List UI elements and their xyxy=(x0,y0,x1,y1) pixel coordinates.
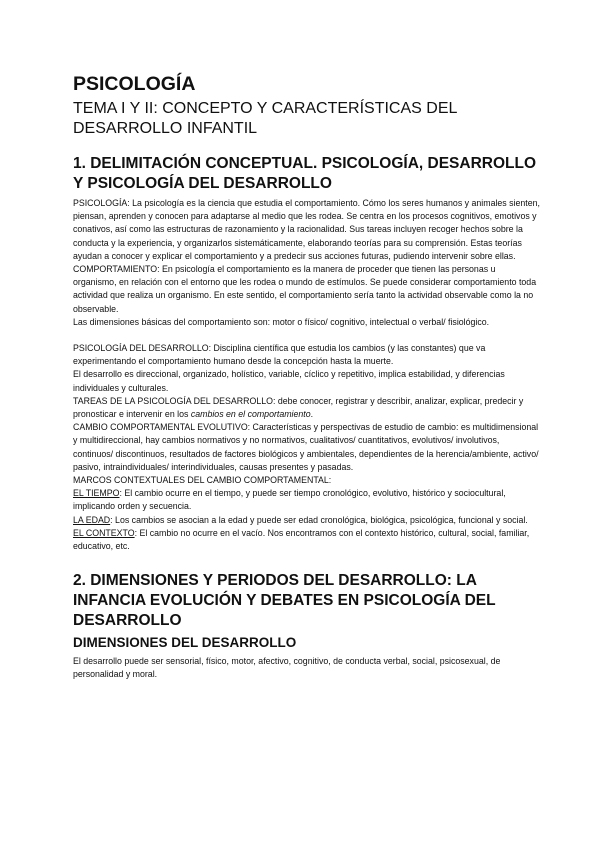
edad-label: LA EDAD xyxy=(73,514,111,525)
section-2-heading: 2. DIMENSIONES Y PERIODOS DEL DESARROLLO: LA INFANCIA EVOLUCIÓN Y DEBATES EN PSICOLOGÍA DEL DESARROLLO xyxy=(73,572,496,630)
paragraph-dimensiones-basicas: Las dimensiones básicas del comportamiento son: motor o físico/ cognitivo, intelectual o verbal/ fisiológico. xyxy=(73,316,490,327)
contexto-text: : El cambio no ocurre en el vacío. Nos encontramos con el contexto histórico, cultural, social, familiar, educativo, etc. xyxy=(73,527,530,552)
tiempo-label: EL TIEMPO xyxy=(73,488,120,499)
section-2-subheading: DIMENSIONES DEL DESARROLLO xyxy=(73,635,297,651)
edad-text: : Los cambios se asocian a la edad y puede ser edad cronológica, biológica, psicológica, funcional y social. xyxy=(110,514,528,525)
document-title: PSICOLOGÍA xyxy=(73,73,196,95)
paragraph-comportamiento: COMPORTAMIENTO: En psicología el comportamiento es la manera de proceder que tienen las personas u organismo, en relación con el entorno que les rodea o mundo de estímulos. Se puede considerar comportamiento toda actividad que realiza un organismo. En este sentido, el comportamiento sería tanto la actividad observable como la no observable. xyxy=(73,264,537,314)
tareas-text: TAREAS DE LA PSICOLOGÍA DEL DESARROLLO: debe conocer, registrar y describir, analizar, explicar, predecir y pronosticar e intervenir en los xyxy=(73,395,524,420)
paragraph-cambio-comportamental: CAMBIO COMPORTAMENTAL EVOLUTIVO: Características y perspectivas de estudio de cambio: es multidimensional y multidireccional, hay cambios normativos y no normativos, cualitativos/ cuantitativos, evolutivos/ involutivos, continuos/ discontinuos, resultados de factores biológicos y ambientales, dependientes de la herencia/ambiente, activo/ pasivo, intraindividuales/ interindividuales, causas presentes y pasadas. xyxy=(73,422,539,472)
paragraph-psicologia-desarrollo: PSICOLOGÍA DEL DESARROLLO: Disciplina científica que estudia los cambios (y las constantes) que va experimentando el comportamiento humano desde la concepción hasta la muerte. xyxy=(73,343,486,367)
tareas-end: . xyxy=(310,409,314,420)
paragraph-edad xyxy=(73,514,540,527)
paragraph-marcos-contextuales: MARCOS CONTEXTUALES DEL CAMBIO COMPORTAMENTAL: xyxy=(73,475,332,486)
paragraph-psicologia: PSICOLOGÍA: La psicología es la ciencia que estudia el comportamiento. Cómo los seres humanos y animales sienten, piensan, aprenden y conocen para adaptarse al medio que les rodea. Se centra en los procesos cognitivos, emotivos y conativos, así como las estructuras de razonamiento y la racionalidad. Sus tareas incluyen recoger hechos sobre la conducta y la experiencia, y organizarlos sistemáticamente, elaborando teorías para su comprensión. Estas teorías ayudan a conocer y explicar el comportamiento y a predecir sus acciones futuras, pudiendo intervenir sobre ellas. xyxy=(73,198,540,261)
tareas-italic-text: cambios en el comportamiento xyxy=(190,409,311,420)
paragraph-desarrollo-caracteristicas: El desarrollo es direccional, organizado, holístico, variable, cíclico y repetitivo, implica estabilidad, y diferencias individuales y culturales. xyxy=(73,369,505,393)
document-subtitle: TEMA I Y II: CONCEPTO Y CARACTERÍSTICAS DEL DESARROLLO INFANTIL xyxy=(73,100,457,137)
paragraph-gap xyxy=(73,329,540,342)
paragraph-dimensiones-desarrollo: El desarrollo puede ser sensorial, físico, motor, afectivo, cognitivo, de conducta verbal, social, psicosexual, de personalidad y moral. xyxy=(73,656,501,680)
contexto-label: EL CONTEXTO xyxy=(73,527,135,538)
paragraph-contexto xyxy=(73,527,540,553)
paragraph-tiempo xyxy=(73,487,540,513)
section-1-heading: 1. DELIMITACIÓN CONCEPTUAL. PSICOLOGÍA, DESARROLLO Y PSICOLOGÍA DEL DESARROLLO xyxy=(73,155,537,192)
paragraph-tareas xyxy=(73,395,540,421)
tiempo-text: : El cambio ocurre en el tiempo, y puede ser tiempo cronológico, evolutivo, histórico y sociocultural, implicando orden y secuencia. xyxy=(73,488,506,512)
